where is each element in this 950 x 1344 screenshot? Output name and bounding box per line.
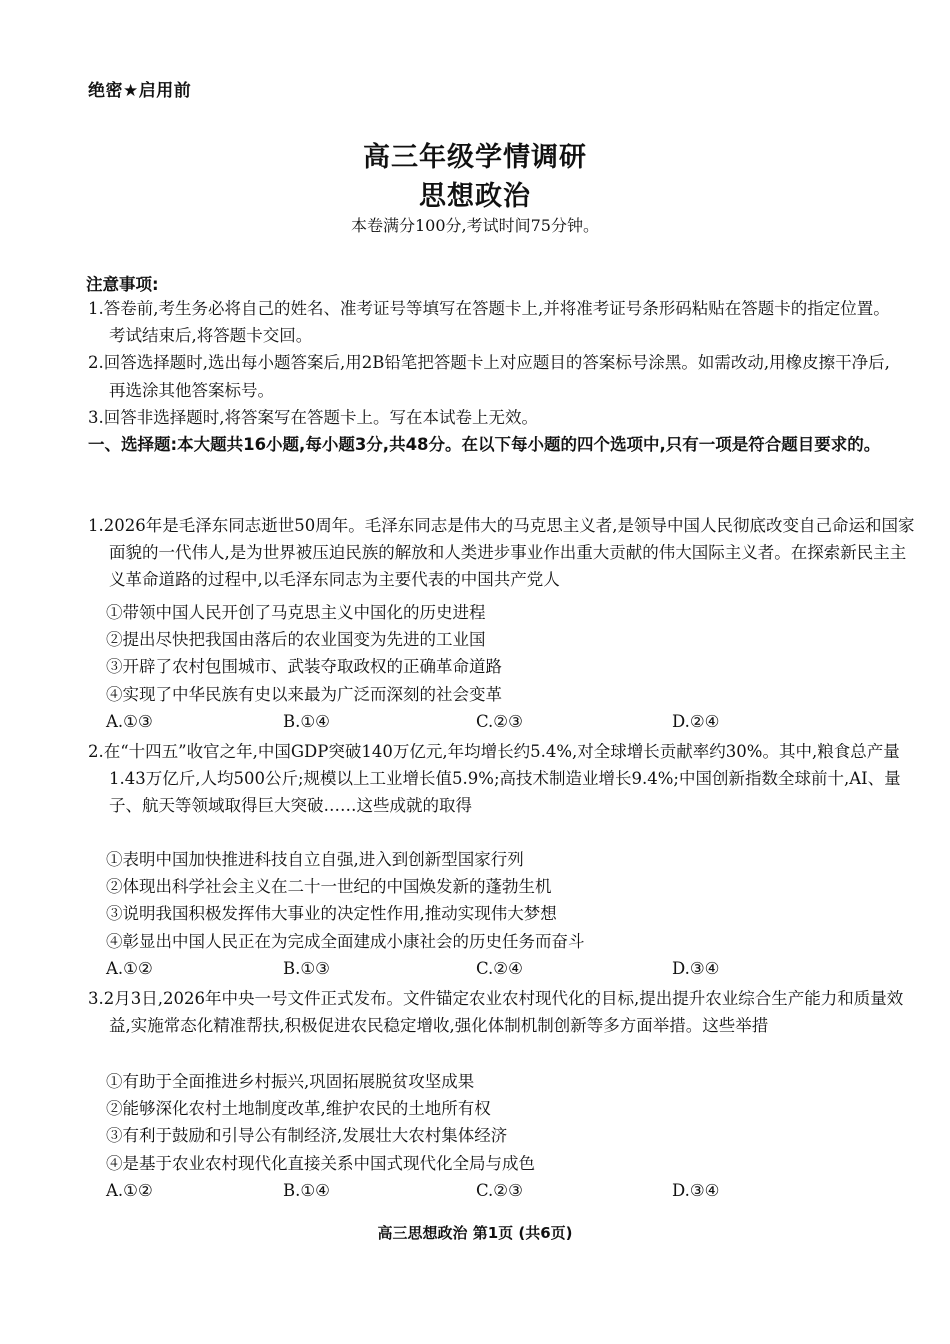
- statement: ①有助于全面推进乡村振兴,巩固拓展脱贫攻坚成果: [106, 1072, 475, 1091]
- statement: ①带领中国人民开创了马克思主义中国化的历史进程: [106, 603, 486, 622]
- question-1-stem: 1.2026年是毛泽东同志逝世50周年。毛泽东同志是伟大的马克思主义者,是领导中国人民彻底改变自己命运和国家面貌的一代伟人,是为世界被压迫民族的解放和人类进步事业作出重大贡献的伟大国际主义者。在探索新民主主义革命道路的过程中,以毛泽东同志为主要代表的中国共产党人: [88, 516, 915, 590]
- exam-info: 本卷满分100分,考试时间75分钟。: [351, 216, 599, 235]
- choice-c: C.②③: [476, 712, 523, 731]
- statement: ③有利于鼓励和引导公有制经济,发展壮大农村集体经济: [106, 1126, 508, 1146]
- choice-a: A.①②: [106, 959, 153, 978]
- choice-a: A.①②: [106, 1181, 153, 1200]
- choice-a: A.①③: [106, 712, 153, 731]
- statement: ④是基于农业农村现代化直接关系中国式现代化全局与成色: [106, 1153, 535, 1173]
- page-footer: 高三思想政治 第1页 (共6页): [377, 1224, 573, 1242]
- choice-b: B.①④: [283, 1181, 330, 1200]
- statement: ③开辟了农村包围城市、武装夺取政权的正确革命道路: [106, 657, 502, 677]
- statement: ③说明我国积极发挥伟大事业的决定性作用,推动实现伟大梦想: [106, 904, 557, 924]
- notice-heading: 注意事项:: [86, 275, 159, 294]
- section-heading: 一、选择题:本大题共16小题,每小题3分,共48分。在以下每小题的四个选项中,只有一项是符合题目要求的。: [88, 435, 881, 455]
- question-3-stem: 3.2月3日,2026年中央一号文件正式发布。文件锚定农业农村现代化的目标,提出提升农业综合生产能力和质量效益,实施常态化精准帮扶,积极促进农民稳定增收,强化体制机制创新等多方面举措。这些举措: [88, 989, 904, 1036]
- statement: ②体现出科学社会主义在二十一世纪的中国焕发新的蓬勃生机: [106, 877, 552, 897]
- choice-b: B.①④: [283, 712, 330, 731]
- notice-item: 1.答卷前,考生务必将自己的姓名、准考证号等填写在答题卡上,并将准考证号条形码粘贴在答题卡的指定位置。考试结束后,将答题卡交回。: [88, 299, 890, 346]
- confidential-label: 绝密★启用前: [88, 81, 192, 101]
- question-3-statements: [106, 1068, 806, 1177]
- subject-title: 思想政治: [419, 181, 531, 212]
- question-3-choices: [106, 1177, 826, 1205]
- choice-c: C.②④: [476, 959, 523, 978]
- question-2-statements: [106, 846, 806, 955]
- notice-list: [88, 295, 894, 458]
- statement: ②能够深化农村土地制度改革,维护农民的土地所有权: [106, 1099, 491, 1119]
- notice-item: 2.回答选择题时,选出每小题答案后,用2B铅笔把答题卡上对应题目的答案标号涂黑。如需改动,用橡皮擦干净后,再选涂其他答案标号。: [88, 353, 890, 400]
- choice-c: C.②③: [476, 1181, 523, 1200]
- exam-title: 高三年级学情调研: [363, 142, 587, 173]
- choice-d: D.③④: [672, 1181, 720, 1200]
- question-1-choices: [106, 708, 826, 736]
- choice-b: B.①③: [283, 959, 330, 978]
- notice-item: 3.回答非选择题时,将答案写在答题卡上。写在本试卷上无效。: [88, 407, 538, 427]
- statement: ①表明中国加快推进科技自立自强,进入到创新型国家行列: [106, 850, 524, 869]
- question-2-stem: 2.在“十四五”收官之年,中国GDP突破140万亿元,年均增长约5.4%,对全球增长贡献率约30%。其中,粮食总产量1.43万亿斤,人均500公斤;规模以上工业增长值5.9%;高技术制造业增长9.4%;中国创新指数全球前十,AI、量子、航天等领域取得巨大突破……这些成就的取得: [88, 742, 901, 816]
- statement: ④实现了中华民族有史以来最为广泛而深刻的社会变革: [106, 684, 502, 704]
- choice-d: D.③④: [672, 959, 720, 978]
- statement: ②提出尽快把我国由落后的农业国变为先进的工业国: [106, 630, 486, 650]
- question-2-choices: [106, 955, 826, 983]
- choice-d: D.②④: [672, 712, 720, 731]
- question-1-statements: [106, 599, 806, 708]
- statement: ④彰显出中国人民正在为完成全面建成小康社会的历史任务而奋斗: [106, 931, 585, 951]
